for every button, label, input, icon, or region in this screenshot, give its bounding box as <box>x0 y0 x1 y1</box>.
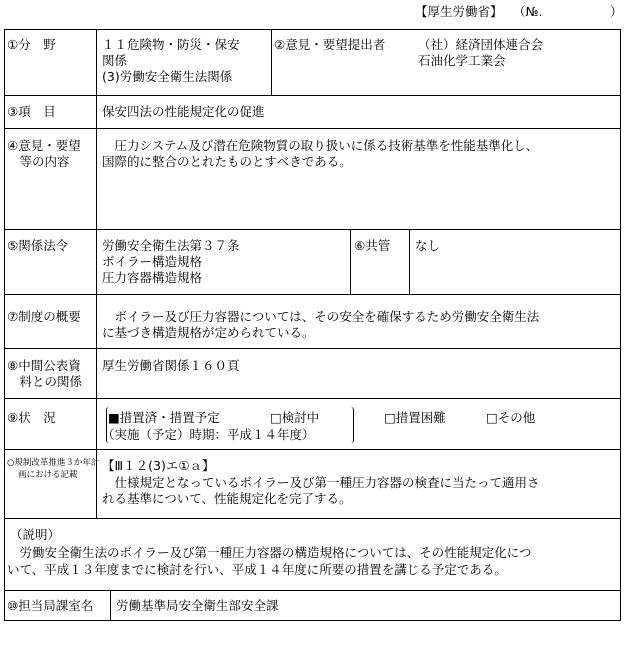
overview-label: ⑦制度の概要 <box>7 309 81 324</box>
status-option-done: ■措置済・措置予定 <box>108 410 220 425</box>
overview-value-line-2: に基づき構造規格が定められている。 <box>102 325 315 340</box>
opinion-value-line-2: 国際的に整合のとれたものとすべきである。 <box>102 154 352 169</box>
status-bracket <box>106 407 354 443</box>
item-value: 保安四法の性能規定化の促進 <box>102 104 265 119</box>
opinion-label-line-2: 等の内容 <box>7 154 70 169</box>
field-value-line-1: １１危険物・防災・保安 <box>102 37 240 52</box>
laws-value-line-3: 圧力容器構造規格 <box>102 270 203 285</box>
plan-text-line-2: れる基準について、性能規定化を完了する。 <box>102 491 352 506</box>
shared-value: なし <box>415 238 441 253</box>
opinion-label-line-1: ④意見・要望 <box>7 138 81 153</box>
status-option-other: □その他 <box>486 410 536 425</box>
submitter-line-1: （社）経済団体連合会 <box>418 37 544 52</box>
office-value: 労働基準局安全衛生部安全課 <box>116 598 279 613</box>
status-option-reviewing: □検討中 <box>270 410 320 425</box>
interim-label-line-1: ⑧中間公表資 <box>7 358 81 373</box>
field-value-line-2: 関係 <box>102 53 128 68</box>
field-value-line-3: (3)労働安全衛生法関係 <box>102 69 233 84</box>
shared-label: ⑥共管 <box>354 238 391 253</box>
laws-value-line-1: 労働安全衛生法第３７条 <box>102 238 240 253</box>
plan-label-line-1: ○規制改革推進３か年計 <box>7 458 100 468</box>
plan-label-line-2: 画における記載 <box>18 470 78 480</box>
implementation-period: （実施（予定）時期：平成１４年度） <box>102 427 315 442</box>
explanation-label: （説明） <box>10 527 61 542</box>
item-label: ③項 目 <box>7 104 56 119</box>
opinion-value-line-1: 圧力システム及び潜在危険物質の取り扱いに係る技術基準を性能基準化し、 <box>102 138 539 153</box>
number-label: （№. <box>513 4 543 19</box>
submitter-line-2: 石油化学工業会 <box>418 53 506 68</box>
laws-value-line-2: ボイラー構造規格 <box>102 254 203 269</box>
plan-reference: 【Ⅲ１２(3)エ①ａ】 <box>102 458 215 473</box>
number-close: ） <box>610 4 623 19</box>
office-label: ⑩担当局課室名 <box>7 598 94 613</box>
interim-value: 厚生労働省関係１６０頁 <box>102 358 240 373</box>
ministry-label: 【厚生労働省】 <box>415 4 503 19</box>
interim-label-line-2: 料との関係 <box>7 374 83 389</box>
laws-label: ⑤関係法令 <box>7 238 69 253</box>
overview-value-line-1: ボイラー及び圧力容器については、その安全を確保するため労働安全衛生法 <box>102 309 540 324</box>
plan-text-line-1: 仕様規定となっているボイラー及び第一種圧力容器の検査に当たって適用さ <box>102 475 540 490</box>
field-label: ①分 野 <box>7 37 56 52</box>
status-option-difficult: □措置困難 <box>384 410 446 425</box>
submitter-label: ②意見・要望提出者 <box>274 37 386 52</box>
status-label: ⑨状 況 <box>7 410 56 425</box>
explanation-line-2: いて、平成１３年度までに検討を行い、平成１４年度に所要の措置を講じる予定である。 <box>7 562 507 577</box>
explanation-line-1: 労働安全衛生法のボイラー及び第一種圧力容器の構造規格については、その性能規定化につ <box>7 545 532 560</box>
